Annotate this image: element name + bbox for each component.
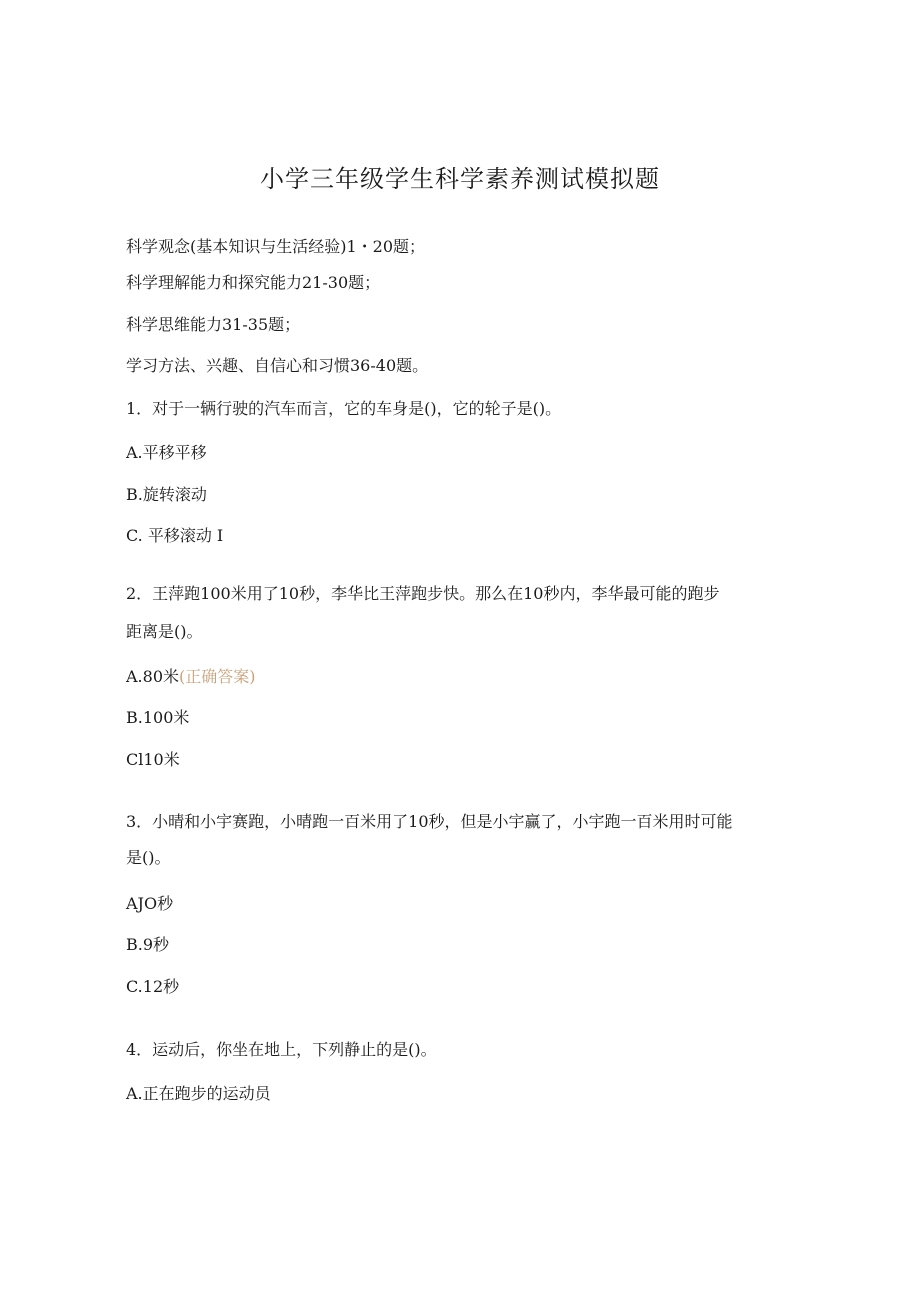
question-2-stem: 2．王萍跑100米用了10秒，李华比王萍跑步快。那么在10秒内，李华最可能的跑步 bbox=[126, 584, 720, 603]
intro-line: 科学观念(基本知识与生活经验)1・20题； bbox=[126, 237, 426, 256]
question-1-option-c: C. 平移滚动 I bbox=[126, 526, 224, 545]
question-4-option-a: A.正在跑步的运动员 bbox=[126, 1084, 271, 1103]
question-3-stem-continued: 是()。 bbox=[126, 848, 171, 867]
question-2-option-a bbox=[126, 665, 806, 689]
question-3-option-b: B.9秒 bbox=[126, 935, 170, 954]
question-2-option-b: B.100米 bbox=[126, 708, 190, 727]
question-2-stem-continued: 距离是()。 bbox=[126, 622, 203, 641]
question-3-option-c: C.12秒 bbox=[126, 977, 180, 996]
question-1-option-a: A.平移平移 bbox=[126, 443, 207, 462]
question-4-stem: 4．运动后，你坐在地上，下列静止的是()。 bbox=[126, 1040, 437, 1059]
question-1-option-b: B.旋转滚动 bbox=[126, 485, 207, 504]
question-2-option-c: Cl10米 bbox=[126, 750, 180, 769]
option-text: A.80米 bbox=[126, 667, 180, 686]
document-title: 小学三年级学生科学素养测试模拟题 bbox=[260, 165, 660, 193]
question-3-stem: 3．小晴和小宇赛跑，小晴跑一百米用了10秒，但是小宇赢了，小宇跑一百米用时可能 bbox=[126, 812, 733, 831]
intro-line: 科学理解能力和探究能力21-30题； bbox=[126, 273, 381, 292]
question-1-stem: 1．对于一辆行驶的汽车而言，它的车身是()，它的轮子是()。 bbox=[126, 399, 562, 418]
correct-answer-note: (正确答案) bbox=[179, 667, 256, 686]
intro-line: 科学思维能力31-35题； bbox=[126, 315, 301, 334]
intro-line: 学习方法、兴趣、自信心和习惯36-40题。 bbox=[126, 356, 429, 375]
question-3-option-a: AJO秒 bbox=[126, 894, 174, 913]
